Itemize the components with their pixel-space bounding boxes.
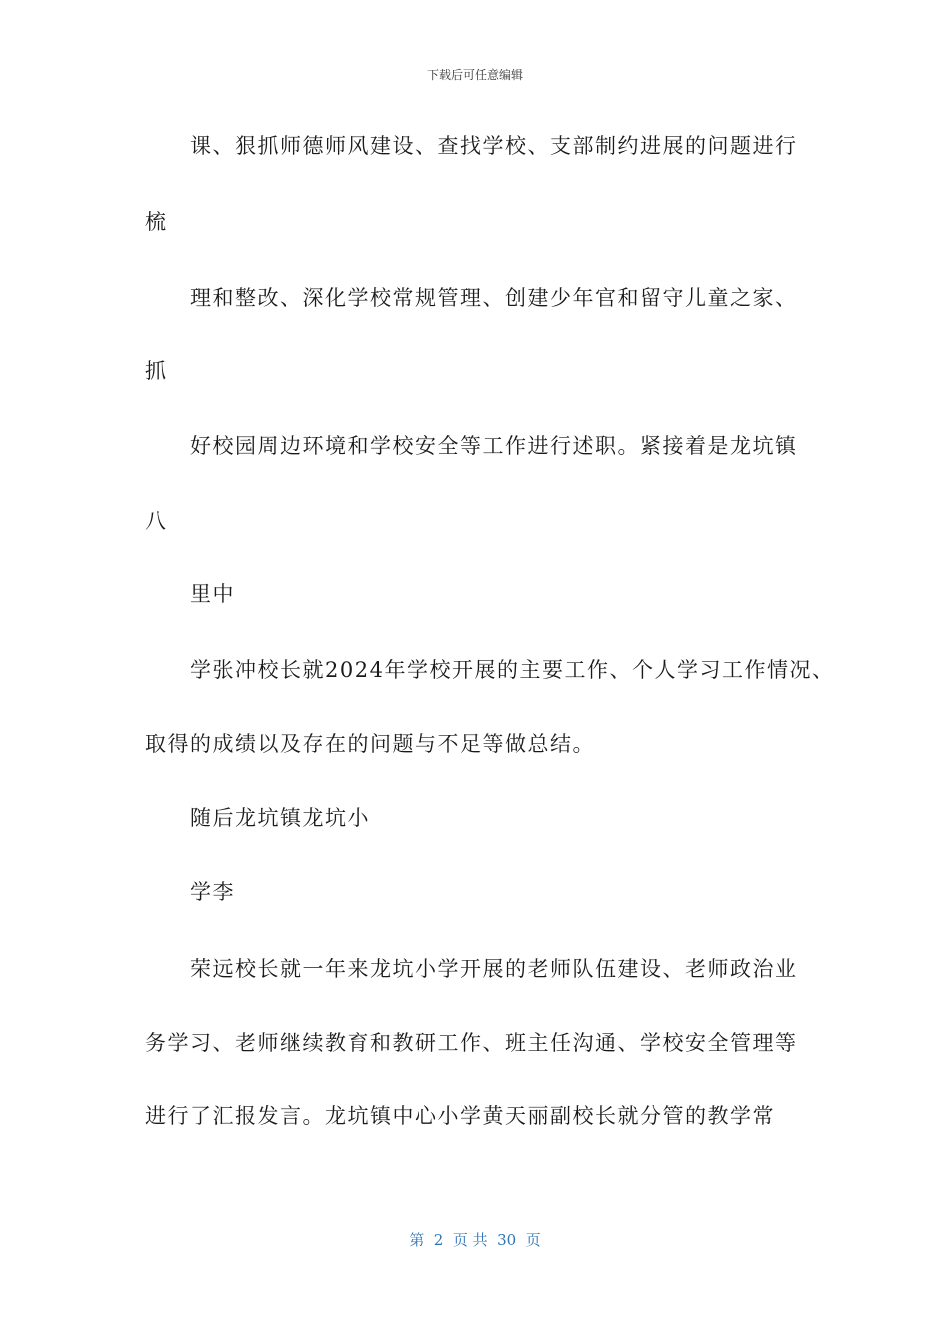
paragraph-line: 学李 xyxy=(190,880,235,904)
paragraph-line: 学张冲校长就2024年学校开展的主要工作、个人学习工作情况、 xyxy=(190,658,835,682)
paragraph-line: 好校园周边环境和学校安全等工作进行述职。紧接着是龙坑镇 xyxy=(190,434,798,458)
paragraph-line: 抓 xyxy=(145,359,168,383)
paragraph-line: 进行了汇报发言。龙坑镇中心小学黄天丽副校长就分管的教学常 xyxy=(145,1104,775,1128)
paragraph-line: 取得的成绩以及存在的问题与不足等做总结。 xyxy=(145,732,595,756)
paragraph-line: 里中 xyxy=(190,582,235,606)
paragraph-line: 理和整改、深化学校常规管理、创建少年官和留守儿童之家、 xyxy=(190,286,798,310)
paragraph-line: 务学习、老师继续教育和教研工作、班主任沟通、学校安全管理等 xyxy=(145,1031,798,1055)
paragraph-line: 随后龙坑镇龙坑小 xyxy=(190,806,370,830)
paragraph-line: 梳 xyxy=(145,210,168,234)
paragraph-line: 八 xyxy=(145,509,168,533)
page-header-note: 下载后可任意编辑 xyxy=(426,68,523,82)
paragraph-line: 荣远校长就一年来龙坑小学开展的老师队伍建设、老师政治业 xyxy=(190,957,798,981)
page-number-footer: 第 2 页 共 30 页 xyxy=(409,1231,541,1249)
paragraph-line: 课、狠抓师德师风建设、查找学校、支部制约进展的问题进行 xyxy=(190,134,798,158)
